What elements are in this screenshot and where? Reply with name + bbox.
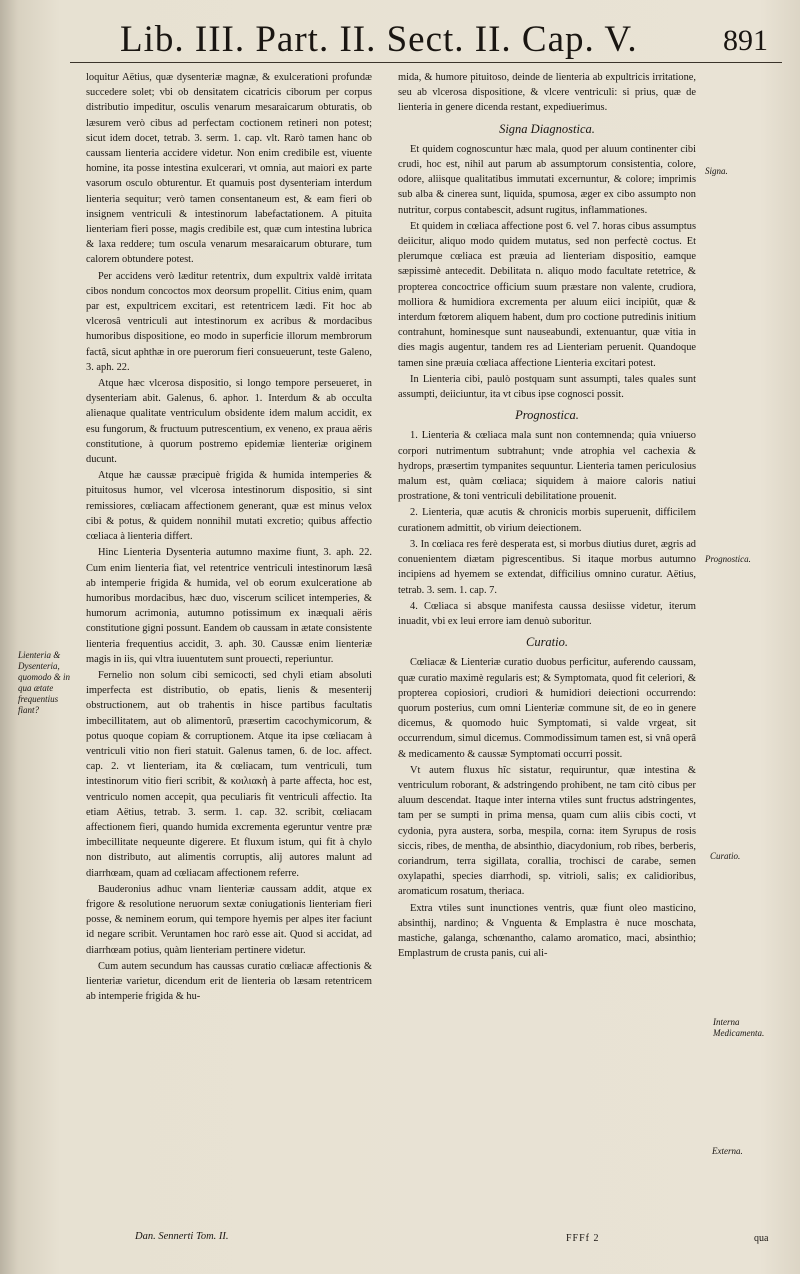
section-heading-signa: Signa Diagnostica. bbox=[499, 121, 595, 136]
margin-note-lienteria: Lienteria & Dysenteria, quomodo & in qua ætate frequentius fiant? bbox=[18, 650, 71, 715]
paragraph: Et quidem in cœliaca affectione post 6. vel 7. horas cibus assumptus deiicitur, aliquo modo quidem mutatus, sed non perfectè coctus. Et plerumque cœliaca est præuia ad lienteriam dispositio, eamque sæpissimè antecedit. Debilitata n. aliquo modo facultate retetrice, & propterea concoctrice officium suum præstare non valente, crudiora, molliora & humidiora excrementa per aluum eiici incipiũt, quæ & interdum fœtorem aliquem habent, dum pro coctione putredinis initium contrahunt, hominesque sunt nauseabundi, extenuantur, quæ vitia in dies magis augentur, tandem res ad Lienteriam peruenit. Quandoque tamen sine præuia cœliaca affectione Lienteria excitari potest. bbox=[398, 220, 696, 369]
paragraph: In Lienteria cibi, paulò postquam sunt assumpti, tales quales sunt assumpti, deiiciuntur, ita vt cibus ipse cognosci possit. bbox=[398, 373, 696, 401]
paragraph: Vt autem fluxus hîc sistatur, requiruntur, quæ intestina & ventriculum roborant, & adstringendo prohibent, ne tam citò cibus per aluum descendat. Itaque inter interna vtiles sunt fructus adstringentes, tam per se sumpti in prima mensa, quam cum aliis cibis cocti, vt cydonia, pyra austera, sorba, mespila, corna: item Syrupus de rosis siccis, ribes, de mentha, de absinthio, diacydonium, rob ribes, berberis, coriandrum, terra sigillata, corallia, trochisci de carabe, semen oxylapathi, species diarrhodi, sp. vitrioli, salis; ex calidioribus, aromaticum rosatum, theriaca. bbox=[398, 764, 696, 898]
paragraph: 4. Cœliaca si absque manifesta caussa desiisse videtur, iterum inuadit, vbi ex leui errore iam denuò suboritur. bbox=[398, 600, 696, 627]
signature-mark: FFFf 2 bbox=[566, 1233, 600, 1244]
paragraph: Cœliacæ & Lienteriæ curatio duobus perficitur, auferendo caussam, quæ curatio maximè regularis est; & Symptomata, quod fit celeriori, & propterea copiosiori, crudiori & humidiori deiectioni occurrendo: quorum posterius, cum omni Lienteriæ commune sit, de eo in genere dicemus, & quomodo huic Symptomati, si valde vrgeat, sit occurrendum, simul dicemus. Commodissimum tamen est, si vnâ operâ & medicamento & caussæ Symptomati occurri possit. bbox=[398, 657, 696, 760]
margin-note-interna: Interna Medicamenta. bbox=[713, 1017, 765, 1038]
running-title: Lib. III. Part. II. Sect. II. Cap. V. bbox=[120, 19, 638, 60]
paragraph: loquitur Aëtius, quæ dysenteriæ magnæ, & exulcerationi profundæ succedere solet; vbi ob densitatem cicatricis ciborum per corpus distributio impeditur, osculis venarum mesaraicarum obturatis, ob læsurem verò cibus ad perfectam coctionem retineri non potest; sicut idem docet, tetrab. 3. serm. 1. cap. vlt. Rarò tamen hanc ob caussam lienteria accidere videtur. Non enim credibile est, viuente homine, ita posse intestina exulcerari, vt omnia, aut maiori ex parte vasorum osculo obturentur. Et quamuis post dysenteriam interdum lienteria sequitur; verò tamen consentaneum est, & eam fieri ob insignem ventriculi & intestinorum labefactationem. A pituita lienteriam fieri posse, magis credibile est, quæ cum intestina lubrica & laxa reddere; tum oscula venarum mesaraicarum obturare, tum calorem obtundere potest. bbox=[86, 72, 372, 266]
right-column bbox=[398, 70, 696, 962]
paragraph: 1. Lienteria & cœliaca mala sunt non contemnenda; quia vniuerso corpori nutrimentum subtrahunt; vnde atrophia vel cachexia & hydrops, præsertim tympanites sequuntur. Lienteria tamen periculosius malum est, quàm cœliaca; siquidem à maiore caloris natiui prostratione, & toni ventriculi debilitatione prouenit. bbox=[398, 430, 696, 503]
margin-note-prognostica: Prognostica. bbox=[705, 554, 751, 564]
paragraph: Bauderonius adhuc vnam lienteriæ caussam addit, atque ex frigore & resolutione neruorum sextæ coniugationis lienteriam fieri posse, & neminem eorum, qui tempore hyemis per alpes iter faciunt id negare scribit. Veruntamen hoc rarò esse ait. Quod si accidat, ad diarrhœam potius, quàm lienteriam pertinere videtur. bbox=[86, 883, 372, 956]
paragraph: Hinc Lienteria Dysenteria autumno maxime fiunt, 3. aph. 22. Cum enim lienteria fiat, vel retentrice ventriculi intestinorum læsâ ab intemperie frigida & humida, vel ob eorum exulceratione ab humoribus mordacibus, hæc duo, viscerum scilicet intemperies, & humorum acrimonia, autumno potissimum ex inæquali aëris constitutione gigni possunt. Eandem ob caussam in ætate consistente lienteria frequentius accidit, 3. aph. 30. Caussæ enim lienteriæ magis in iis, qui vltra iuuentutem sunt prouecti, reperiuntur. bbox=[86, 547, 372, 665]
margin-note-externa: Externa. bbox=[712, 1146, 743, 1156]
paragraph: Extra vtiles sunt inunctiones ventris, quæ fiunt oleo masticino, absinthij, nardino; & Vnguenta & Emplastra è nuce moschata, mastiche, galanga, schœnantho, calamo aromatico, maci, absinthio; Emplastrum de crusta panis, cui ali- bbox=[398, 902, 696, 960]
header-rule bbox=[70, 62, 782, 63]
paragraph: Atque hæc vlcerosa dispositio, si longo tempore perseueret, in dysenteriam abit. Galenus, 6. aphor. 1. Interdum & ab occulta alienaque qualitate ventriculum obsidente idem malum accidit, ex esu fungorum, & fructuum putrescentium, ex veneno, ex praua aëris constitutione, à quorum postremo epidemiæ lienteriæ originem ducunt. bbox=[86, 378, 372, 466]
catchword: qua bbox=[754, 1233, 769, 1244]
paragraph: mida, & humore pituitoso, deinde de lienteria ab expultricis irritatione, seu ab vlcerosa dispositione, & vlcere ventriculi: si prius, quæ de lienteria in genere dicenda restant, expediuerimus. bbox=[398, 72, 696, 114]
section-heading-curatio: Curatio. bbox=[525, 635, 569, 650]
section-heading-prognostica: Prognostica. bbox=[515, 408, 579, 423]
page-header bbox=[120, 18, 780, 62]
margin-note-signa: Signa. bbox=[705, 166, 728, 176]
paragraph: 2. Lienteria, quæ acutis & chronicis morbis superuenit, difficilem curationem admittit, ob virium deiectionem. bbox=[398, 507, 696, 534]
paragraph: Cum autem secundum has caussas curatio cœliacæ affectionis & lienteriæ varietur, dicendum erit de lienteria ob læsam retentricem ab intemperie frigida & hu- bbox=[86, 960, 372, 1003]
paragraph: 3. In cœliaca res ferè desperata est, si morbus diutius duret, ægris ad conuenientem diætam pigrescentibus. Si itaque morbus autumno incipiens ad hyemem se extendat, difficilius omnino curatur. Aëtius, tetrab. 3. sem. 1. cap. 7. bbox=[398, 538, 696, 596]
paragraph: Atque hæ caussæ præcipuè frigida & humida intemperies & pituitosus humor, vel vlcerosa intestinorum dispositio, si sint remissiores, cœliacam affectionem generant, quæ est minus velox cibi & potus, & quidem nonnihil mutati excretio; quibus affectio cœliaca à lienteria differt. bbox=[86, 470, 372, 543]
left-column bbox=[86, 70, 372, 1005]
margin-note-curatio: Curatio. bbox=[710, 851, 741, 861]
footer-author: Dan. Sennerti Tom. II. bbox=[135, 1231, 229, 1242]
paragraph: Et quidem cognoscuntur hæc mala, quod per aluum continenter cibi crudi, hoc est, nihil aut parum ab assumptorum consistentia, colore, odore, aliisque qualitatibus immutati excernuntur, & colore; imprimis sub alba & cinerea sunt, liquida, spumosa, æger ex cibo assumpto non nutritur, corpus contabescit, adsunt rugitus, inflammationes. bbox=[398, 143, 696, 216]
page-number: 891 bbox=[723, 24, 768, 57]
paragraph: Fernelio non solum cibi semicocti, sed chyli etiam absoluti imperfecta est distributio, ob epatis, lienis & mesenterij obstructionem, aut ob trahentis in hisce partibus facultatis imbecillitatem, aut ob alimentorũ, præsertim cacochymicorum, & potus quoque copiam & corruptionem. Atque ita ipse cœliacam à ventriculi vitio non fieri statuit. Galenus tamen, 6. de loc. affect. cap. 2. vt lienteriam, ita & cœliacam, tum ventriculi, tum intestinorum vitio fieri scribit, & κοιλιακὴ à parte affecta, hoc est, ventriculo nomen accepit, qua peculiaris fit ventriculi affectio. Ita etiam Aëtius, tetrab. 3. serm. 1. cap. 32. scribit, cœliacam affectionem fieri, quando humida excrementa egeruntur ventre præ imbecillitate nequeunte digerere. Et fluxum istum, qui fit à chylo non distributo, aut alimentis corruptis, alij autores malunt ad diarrhœam, quam ad cœliacam affectionem referre. bbox=[86, 669, 372, 879]
paragraph: Per accidens verò læditur retentrix, dum expultrix valdè irritata cibos nondum concoctos mox deorsum propellit. Citius enim, quam par est, expultricem excitari, est retentricem lædi. Fit hoc ab vlcerosâ ventriculi aut intestinorum ex acribus & mordacibus humoribus dispositione, eo modo in superficie illorum membrorum factâ, sicut aphthæ in ore puerorum fieri consueuerunt, teste Galeno, 3. aph. 22. bbox=[86, 270, 372, 373]
